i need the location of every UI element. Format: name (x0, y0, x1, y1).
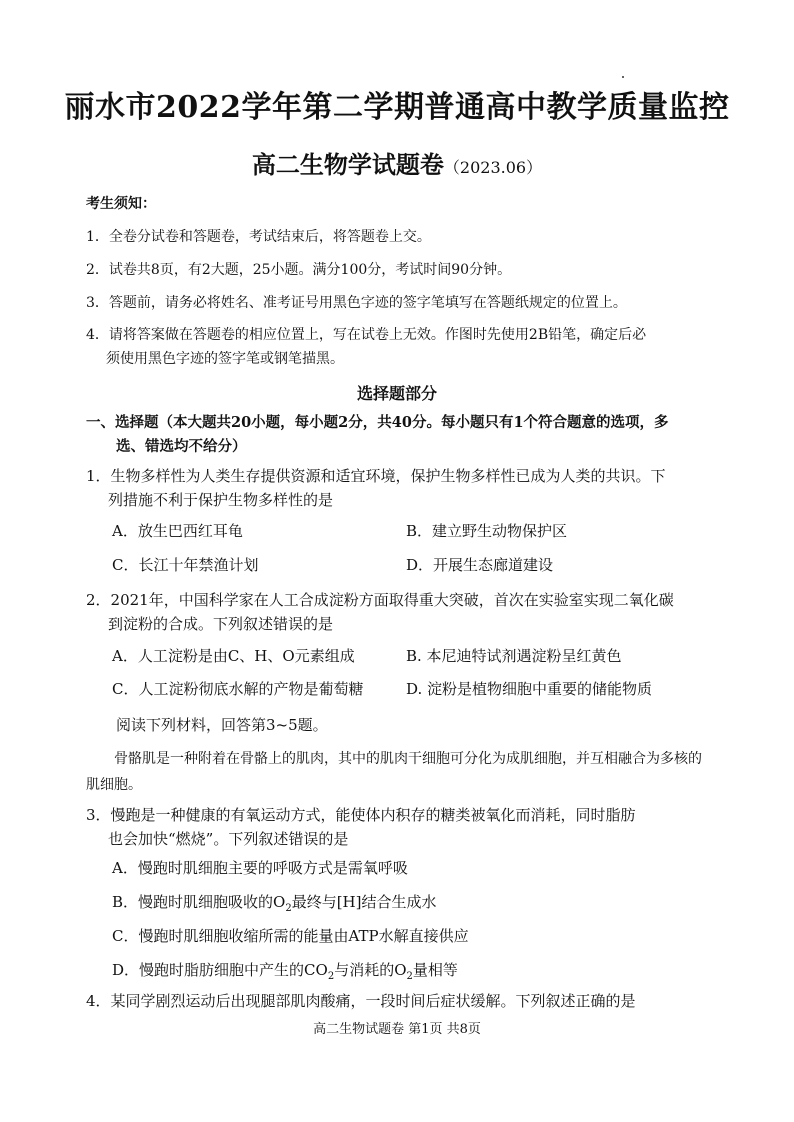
q1-option-c: C．长江十年禁渔计划 (112, 556, 259, 574)
q2-option-c: C．人工淀粉彻底水解的产物是葡萄糖 (112, 680, 364, 698)
q1-line-1: 1．生物多样性为人类生存提供资源和适宜环境，保护生物多样性已成为人类的共识。下 (86, 467, 666, 485)
q3-option-b-sub: 2 (285, 903, 292, 914)
q1-option-d: D．开展生态廊道建设 (406, 556, 554, 574)
q3-option-d (112, 959, 458, 988)
notice-heading: 考生须知： (86, 196, 156, 212)
q3-option-d-sub-1: 2 (327, 971, 335, 982)
q1-option-b: B．建立野生动物保护区 (406, 522, 568, 540)
speck-mark (622, 76, 624, 78)
q3-option-a: A．慢跑时肌细胞主要的呼吸方式是需氧呼吸 (112, 859, 408, 877)
q2-option-b: B. 本尼迪特试剂遇淀粉呈红黄色 (406, 647, 622, 665)
reading-instruction: 阅读下列材料，回答第3~5题。 (116, 716, 328, 734)
part-one-line-2: 选、错选均不给分） (116, 438, 247, 455)
reading-material: 骨骼肌是一种附着在骨骼上的肌肉，其中的肌肉干细胞可分化为成肌细胞，并互相融合为多核的肌细胞。 (86, 751, 702, 793)
q3-option-d-sub-2: 2 (406, 971, 413, 982)
exam-date: （2023.06） (443, 158, 543, 177)
notice-item-1: 1．全卷分试卷和答题卷，考试结束后，将答题卷上交。 (86, 229, 431, 245)
q1-option-a: A．放生巴西红耳龟 (112, 522, 243, 540)
q2-line-2: 到淀粉的合成。下列叙述错误的是 (108, 615, 334, 633)
q3-option-c: C．慢跑时肌细胞收缩所需的能量由ATP水解直接供应 (112, 927, 469, 945)
page-footer: 高二生物试题卷 第1页 共8页 (313, 1022, 481, 1037)
q4-line-1: 4．某同学剧烈运动后出现腿部肌肉酸痛，一段时间后症状缓解。下列叙述正确的是 (86, 992, 636, 1010)
q1-line-2: 列措施不利于保护生物多样性的是 (108, 491, 334, 509)
section-title: 选择题部分 (356, 384, 437, 403)
page-subtitle (0, 145, 794, 180)
q2-option-a: A．人工淀粉是由C、H、O元素组成 (112, 647, 355, 665)
page-title: 丽水市2022学年第二学期普通高中教学质量监控 (64, 90, 730, 125)
notice-item-2: 2．试卷共8页，有2大题，25小题。满分100分，考试时间90分钟。 (86, 262, 512, 278)
q3-option-d-text-3: 量相等 (412, 961, 458, 979)
subtitle-text: 高二生物学试题卷 (251, 150, 444, 179)
notice-item-4-cont: 须使用黑色字迹的签字笔或钢笔描黑。 (106, 351, 344, 367)
q3-line-2: 也会加快“燃烧”。下列叙述错误的是 (108, 830, 349, 848)
q3-line-1: 3．慢跑是一种健康的有氧运动方式，能使体内积存的糖类被氧化而消耗，同时脂肪 (86, 806, 636, 824)
q3-option-d-text-1: D．慢跑时脂肪细胞中产生的CO (112, 961, 328, 979)
part-one-line-1: 一、选择题（本大题共20小题，每小题2分，共40分。每小题只有1个符合题意的选项，多 (86, 414, 669, 431)
q2-line-1: 2．2021年，中国科学家在人工合成淀粉方面取得重大突破，首次在实验室实现二氧化碳 (86, 591, 674, 609)
question-4 (86, 989, 711, 1013)
q2-option-d: D. 淀粉是植物细胞中重要的储能物质 (406, 680, 653, 698)
question-1 (86, 464, 711, 512)
q3-option-b-text-1: B．慢跑时肌细胞吸收的O (112, 893, 286, 911)
q3-option-b-text-2: 最终与[H]结合生成水 (291, 893, 437, 911)
q3-option-b (112, 891, 437, 920)
question-3 (86, 803, 711, 851)
question-2 (86, 588, 711, 636)
notice-item-3: 3．答题前，请务必将姓名、准考证号用黑色字迹的签字笔填写在答题纸规定的位置上。 (86, 295, 627, 311)
q3-option-d-text-2: 与消耗的O (334, 961, 407, 979)
part-one-instructions (86, 411, 711, 459)
notice-item-4: 4．请将答案做在答题卷的相应位置上，写在试卷上无效。作图时先使用2B铅笔，确定后必 (86, 327, 647, 343)
